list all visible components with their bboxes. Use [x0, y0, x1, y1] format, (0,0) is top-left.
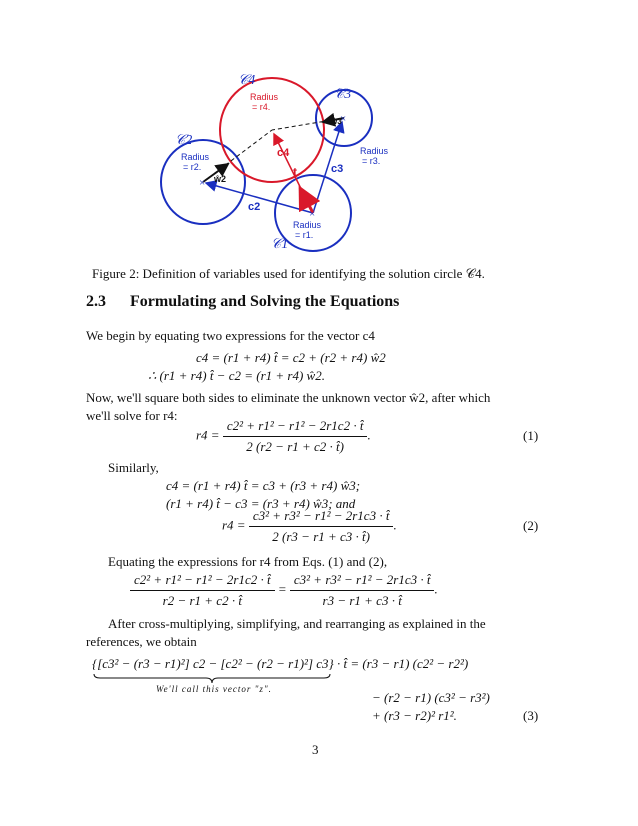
paragraph-equating: Equating the expressions for r4 from Eqs. (1) and (2), [108, 554, 388, 569]
equation-b1: c4 = (r1 + r4) t̂ = c3 + (r3 + r4) ŵ3; [166, 478, 361, 493]
equation-1-tail: . [367, 427, 371, 443]
paragraph-intro: We begin by equating two expressions for the vector c4 [86, 328, 375, 343]
equation-c-right-fraction [290, 572, 438, 609]
equation-a1: c4 = (r1 + r4) t̂ = c2 + (r2 + r4) ŵ2 [196, 350, 386, 365]
equation-c-equals: = [277, 581, 287, 597]
label-radius-r4-line1: Radius [250, 92, 279, 102]
equation-3-line2: − (r2 − r1) (c3² − r3²) [372, 690, 490, 705]
label-vector-c3: c3 [331, 163, 344, 175]
paragraph-square-line1: Now, we'll square both sides to eliminate the unknown vector ŵ2, after which [86, 390, 491, 405]
equation-2-lhs: r4 = [222, 517, 246, 533]
label-radius-r3-line1: Radius [360, 146, 389, 156]
paragraph-square-line2: we'll solve for r4: [86, 408, 178, 423]
label-radius-r1-line2: = r1. [295, 230, 314, 240]
equation-3-line3: + (r3 − r2)² r1². [372, 708, 457, 723]
label-vector-t: t [293, 165, 297, 179]
label-radius-r4-line2: = r4. [252, 102, 271, 112]
equation-c [130, 572, 438, 609]
equation-1-denominator: 2 (r2 − r1 + c2 · t̂) [246, 439, 344, 454]
figure-circles [150, 70, 390, 270]
center-c3-mark: × [340, 113, 347, 125]
label-circle-c3: 𝒞3 [334, 87, 352, 102]
section-number: 2.3 [86, 293, 106, 310]
equation-2-denominator: 2 (r3 − r1 + c3 · t̂) [272, 529, 370, 544]
equation-3-underbrace [92, 672, 332, 684]
equation-1 [196, 418, 371, 455]
label-radius-r2-line1: Radius [181, 152, 210, 162]
equation-2-fraction [249, 508, 397, 545]
equation-3-number: (3) [523, 708, 539, 723]
equation-1-number: (1) [523, 428, 539, 443]
label-radius-r2-line2: = r2. [183, 162, 202, 172]
equation-1-numerator: c2² + r1² − r1² − 2r1c2 · t̂ [223, 418, 368, 437]
figure-caption: Figure 2: Definition of variables used for identifying the solution circle 𝒞4. [92, 266, 485, 281]
page-number: 3 [312, 742, 319, 757]
label-vector-w3: ŵ3 [331, 117, 342, 126]
equation-c-left-denominator: r2 − r1 + c2 · t̂ [162, 593, 242, 608]
label-radius-r1-line1: Radius [293, 220, 322, 230]
equation-2 [222, 508, 397, 545]
equation-1-fraction [223, 418, 371, 455]
section-title: Formulating and Solving the Equations [130, 293, 400, 310]
equation-c-left-numerator: c2² + r1² − r1² − 2r1c2 · t̂ [130, 572, 275, 591]
equation-1-lhs: r4 = [196, 427, 220, 443]
paragraph-cross-multiply-line2: references, we obtain [86, 634, 197, 649]
equation-c-right-numerator: c3² + r3² − r1² − 2r1c3 · t̂ [290, 572, 435, 591]
equation-3-brace-note: We'll call this vector "z". [156, 684, 272, 694]
paragraph-similarly: Similarly, [108, 460, 159, 475]
label-circle-c1: 𝒞1 [271, 237, 289, 252]
equation-b2: (r1 + r4) t̂ − c3 = (r3 + r4) ŵ3; and [166, 496, 356, 511]
label-vector-c2: c2 [248, 201, 261, 213]
paragraph-cross-multiply-line1: After cross-multiplying, simplifying, and rearranging as explained in the [108, 616, 486, 631]
label-vector-c4: c4 [277, 147, 290, 159]
equation-2-number: (2) [523, 518, 539, 533]
center-c2-mark: × [199, 177, 206, 189]
equation-c-left-fraction [130, 572, 275, 609]
equation-c-tail: . [434, 581, 438, 597]
equation-3-line1: {[c3² − (r3 − r1)²] c2 − [c2² − (r2 − r1)²] c3} · t̂ = (r3 − r1) (c2² − r2²) [92, 656, 469, 671]
equation-a2: ∴ (r1 + r4) t̂ − c2 = (r1 + r4) ŵ2. [148, 368, 325, 383]
label-circle-c4: 𝒞4 [238, 73, 256, 88]
center-c1-mark: × [309, 208, 316, 220]
equation-2-numerator: c3² + r3² − r1² − 2r1c3 · t̂ [249, 508, 394, 527]
label-radius-r3-line2: = r3. [362, 156, 381, 166]
label-vector-w2: ŵ2 [214, 174, 227, 184]
label-circle-c2: 𝒞2 [175, 133, 193, 148]
equation-c-right-denominator: r3 − r1 + c3 · t̂ [322, 593, 402, 608]
equation-2-tail: . [393, 517, 397, 533]
